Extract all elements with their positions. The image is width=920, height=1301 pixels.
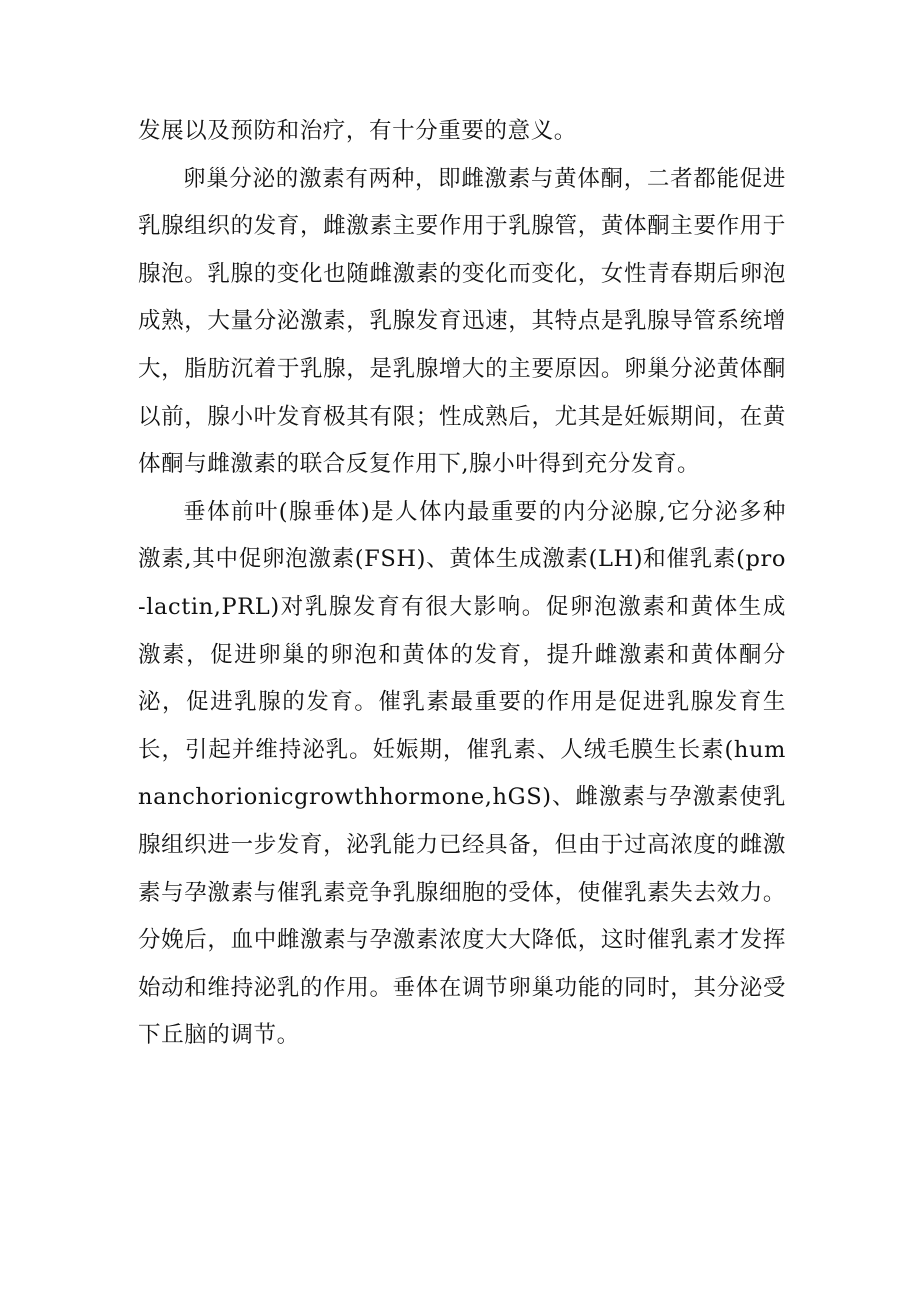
paragraph-ovary-hormones: 卵巢分泌的激素有两种，即雌激素与黄体酮，二者都能促进乳腺组织的发育，雌激素主要作用于乳腺管，黄体酮主要作用于腺泡。乳腺的变化也随雌激素的变化而变化，女性青春期后卵泡成熟，大量分泌激素，乳腺发育迅速，其特点是乳腺导管系统增大，脂肪沉着于乳腺，是乳腺增大的主要原因。卵巢分泌黄体酮以前，腺小叶发育极其有限；性成熟后，尤其是妊娠期间，在黄体酮与雌激素的联合反复作用下,腺小叶得到充分发育。 xyxy=(138,165,786,478)
document-body xyxy=(138,108,786,1060)
paragraph-continuation: 发展以及预防和治疗，有十分重要的意义。 xyxy=(138,118,577,144)
paragraph-pituitary-hormones: 垂体前叶(腺垂体)是人体内最重要的内分泌腺,它分泌多种激素,其中促卵泡激素(FSH)、黄体生成激素(LH)和催乳素(pro-lactin,PRL)对乳腺发育有很大影响。促卵泡激素和黄体生成激素，促进卵巢的卵泡和黄体的发育，提升雌激素和黄体酮分泌，促进乳腺的发育。催乳素最重要的作用是促进乳腺发育生长，引起并维持泌乳。妊娠期，催乳素、人绒毛膜生长素(humnanchorionicgrowthhormone,hGS)、雌激素与孕激素使乳腺组织进一步发育，泌乳能力已经具备，但由于过高浓度的雌激素与孕激素与催乳素竞争乳腺细胞的受体，使催乳素失去效力。分娩后，血中雌激素与孕激素浓度大大降低，这时催乳素才发挥始动和维持泌乳的作用。垂体在调节卵巢功能的同时，其分泌受下丘脑的调节。 xyxy=(138,498,786,1049)
